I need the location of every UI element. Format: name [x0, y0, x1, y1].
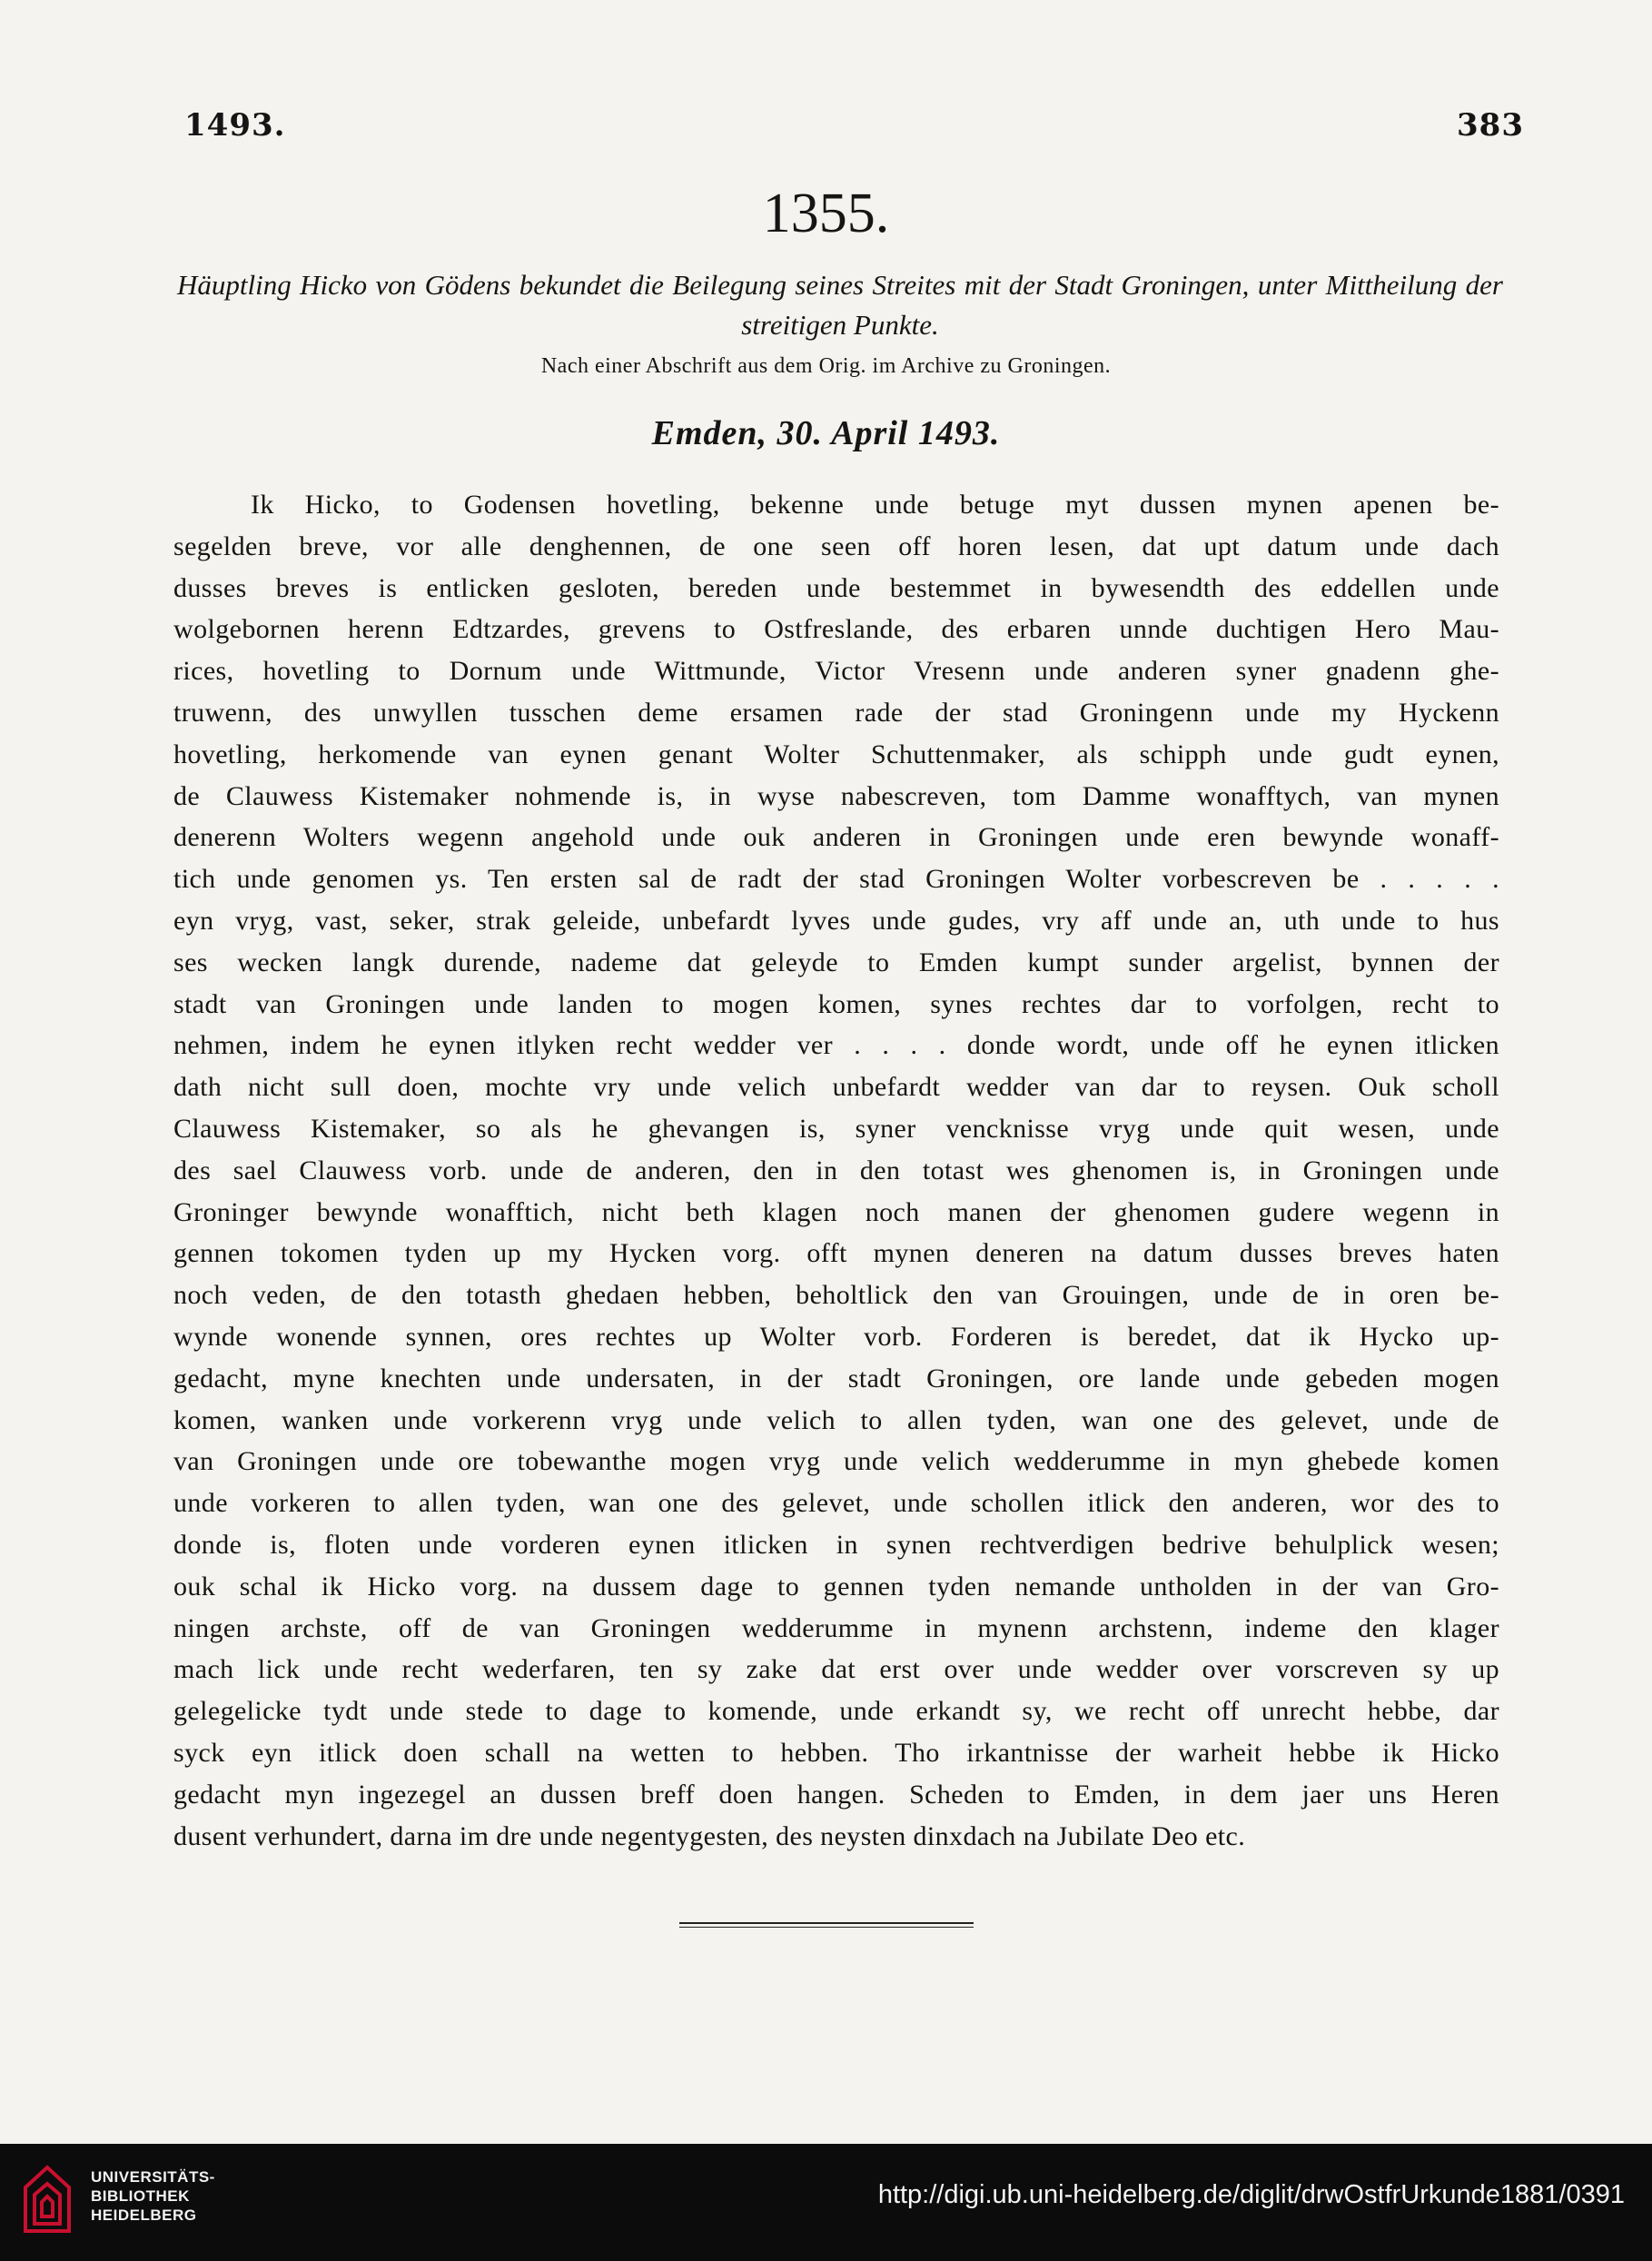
text-line: Clauwess Kistemaker, so als he ghevangen is, syner vencknisse vryg unde quit wesen, unde	[173, 1113, 1499, 1144]
source-note: Nach einer Abschrift aus dem Orig. im Archive zu Groningen.	[540, 354, 1112, 378]
library-name-line: BIBLIOTHEK	[91, 2187, 190, 2205]
text-line: dath nicht sull doen, mochte vry unde velich unbefardt wedder van dar to reysen. Ouk scholl	[173, 1072, 1499, 1103]
library-name-line: HEIDELBERG	[91, 2206, 197, 2224]
document-body	[173, 484, 1499, 1857]
document-summary: Häuptling Hicko von Gödens bekundet die Beilegung seines Streites mit der Stadt Groningen, unter Mittheilung der streitigen Punkte.	[177, 269, 1503, 341]
text-line: van Groningen unde ore tobewanthe mogen vryg unde velich wedderumme in myn ghebede komen	[173, 1446, 1499, 1477]
text-line: komen, wanken unde vorkerenn vryg unde velich to allen tyden, wan one des gelevet, unde de	[173, 1404, 1499, 1435]
document-number: 1355.	[762, 183, 890, 244]
text-line: dusses breves is entlicken gesloten, bereden unde bestemmet in bywesendth des eddellen unde	[173, 572, 1499, 603]
page-number: 383	[1457, 107, 1524, 144]
library-name	[91, 2167, 215, 2225]
library-name-line: UNIVERSITÄTS-	[91, 2168, 215, 2186]
text-line: mach lick unde recht wederfaren, ten sy zake dat erst over unde wedder over vorscreven sy up	[173, 1654, 1499, 1685]
text-line: rices, hovetling to Dornum unde Wittmunde, Victor Vresenn unde anderen syner gnadenn ghe-	[173, 656, 1499, 687]
text-line: ses wecken langk durende, nademe dat geleyde to Emden kumpt sunder argelist, bynnen der	[173, 947, 1499, 977]
text-line: gedacht myn ingezegel an dussen breff doen hangen. Scheden to Emden, in dem jaer uns Heren	[173, 1779, 1499, 1810]
text-line: wolgebornen herenn Edtzardes, grevens to Ostfreslande, des erbaren unnde duchtigen Hero Mau-	[173, 614, 1499, 645]
text-line: wynde wonende synnen, ores rechtes up Wolter vorb. Forderen is beredet, dat ik Hycko up-	[173, 1321, 1499, 1352]
text-line: unde vorkeren to allen tyden, wan one des gelevet, unde schollen itlick den anderen, wor des to	[173, 1488, 1499, 1519]
text-line: gedacht, myne knechten unde undersaten, in der stadt Groningen, ore lande unde gebeden mogen	[173, 1363, 1499, 1393]
text-line: nehmen, indem he eynen itlyken recht wedder ver . . . . donde wordt, unde off he eynen itlicken	[173, 1030, 1499, 1061]
text-line: gennen tokomen tyden up my Hycken vorg. offt mynen deneren na datum dusses breves haten	[173, 1238, 1499, 1269]
text-line: ouk schal ik Hicko vorg. na dussem dage to gennen tyden nemande untholden in der van Gro-	[173, 1571, 1499, 1602]
text-line: syck eyn itlick doen schall na wetten to hebben. Tho irkantnisse der warheit hebbe ik Hicko	[173, 1737, 1499, 1768]
text-line: Groninger bewynde wonafftich, nicht beth klagen noch manen der ghenomen gudere wegenn in	[173, 1196, 1499, 1227]
text-line: des sael Clauwess vorb. unde de anderen, den in den totast wes ghenomen is, in Groningen unde	[173, 1155, 1499, 1185]
text-line: tich unde genomen ys. Ten ersten sal de radt der stad Groningen Wolter vorbescreven be . . . . .	[173, 864, 1499, 895]
text-line: Ik Hicko, to Godensen hovetling, bekenne unde betuge myt dussen mynen apenen be-	[251, 490, 1499, 520]
text-line: hovetling, herkomende van eynen genant Wolter Schuttenmaker, als schipph unde gudt eynen,	[173, 739, 1499, 769]
source-url-link[interactable]: http://digi.ub.uni-heidelberg.de/diglit/drwOstfrUrkunde1881/0391	[877, 2180, 1625, 2209]
text-line: stadt van Groningen unde landen to mogen komen, synes rechtes dar to vorfolgen, recht to	[173, 988, 1499, 1019]
text-line: eyn vryg, vast, seker, strak geleide, unbefardt lyves unde gudes, vry aff unde an, uth unde to hus	[173, 905, 1499, 936]
dateline: Emden, 30. April 1493.	[651, 414, 1001, 452]
text-line: dusent verhundert, darna im dre unde negentygesten, des neysten dinxdach na Jubilate Deo etc.	[173, 1820, 1246, 1851]
text-line: truwenn, des unwyllen tusschen deme ersamen rade der stad Groningenn unde my Hyckenn	[173, 697, 1499, 728]
text-line: noch veden, de den totasth ghedaen hebben, beholtlick den van Grouingen, unde de in oren be-	[173, 1280, 1499, 1311]
running-head-year: 1493.	[184, 107, 286, 144]
end-rule	[679, 1922, 974, 1928]
text-line: ningen archste, off de van Groningen wedderumme in mynenn archstenn, indeme den klager	[173, 1612, 1499, 1643]
library-logo-icon	[18, 2160, 76, 2238]
text-line: donde is, floten unde vorderen eynen itlicken in synen rechtverdigen bedrive behulplick wesen;	[173, 1529, 1499, 1560]
text-line: de Clauwess Kistemaker nohmende is, in wyse nabescreven, tom Damme wonafftych, van mynen	[173, 780, 1499, 811]
text-line: segelden breve, vor alle denghennen, de one seen off horen lesen, dat upt datum unde dach	[173, 531, 1499, 561]
text-line: gelegelicke tydt unde stede to dage to komende, unde erkandt sy, we recht off unrecht hebbe, dar	[173, 1696, 1499, 1727]
text-line: denerenn Wolters wegenn angehold unde ouk anderen in Groningen unde eren bewynde wonaff-	[173, 822, 1499, 853]
